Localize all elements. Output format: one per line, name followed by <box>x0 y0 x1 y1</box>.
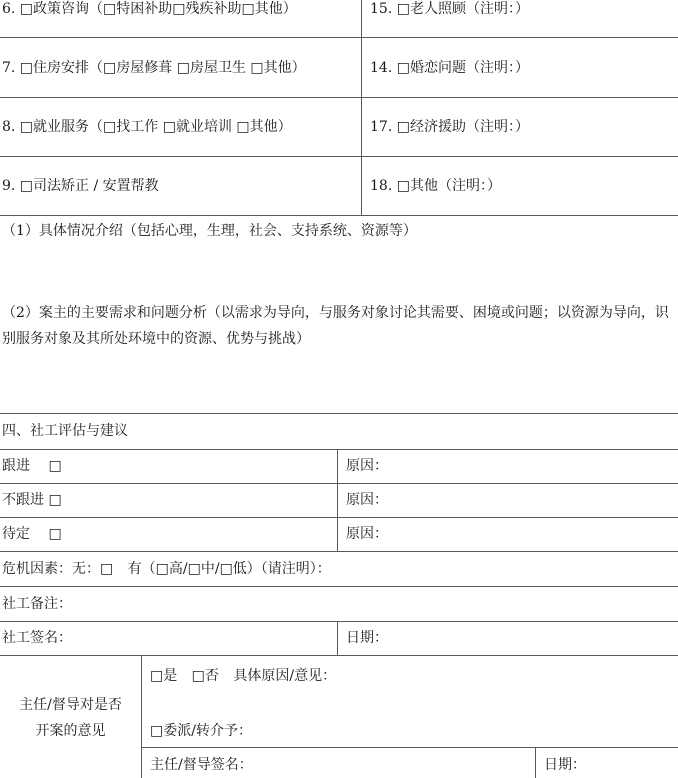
need-other: 18. □其他（注明：） <box>370 178 501 194</box>
assessment-title: 四、社工评估与建议 <box>2 423 128 439</box>
need-judicial: 9. □司法矫正 / 安置帮教 <box>2 178 159 194</box>
row-divider <box>0 37 678 38</box>
row-divider <box>0 449 678 450</box>
row-divider <box>0 97 678 98</box>
supervisor-date: 日期： <box>544 757 586 773</box>
social-worker-signature: 社工签名： <box>2 630 72 646</box>
need-marriage: 14. □婚恋问题（注明：） <box>370 60 529 76</box>
supervisor-referral: □委派/转介予： <box>150 723 252 739</box>
pending-reason-label: 原因： <box>346 526 388 542</box>
supervisor-label-line2: 开案的意见 <box>35 723 106 739</box>
column-divider <box>141 655 142 778</box>
need-policy-consult: 6. □政策咨询（□特困补助□残疾补助□其他） <box>2 1 297 17</box>
supervisor-signature: 主任/督导签名： <box>150 757 253 773</box>
row-divider <box>0 621 678 622</box>
row-divider <box>0 586 678 587</box>
social-worker-remarks: 社工备注： <box>2 596 72 612</box>
column-divider <box>535 747 536 778</box>
situation-heading: （1）具体情况介绍（包括心理，生理，社会、支持系统、资源等） <box>2 223 417 239</box>
row-divider <box>0 483 678 484</box>
follow-up-checkbox[interactable]: 跟进 □ <box>2 458 62 474</box>
pending-checkbox[interactable]: 待定 □ <box>2 526 62 542</box>
row-divider <box>0 156 678 157</box>
column-divider <box>337 621 338 656</box>
social-worker-date: 日期： <box>346 630 388 646</box>
need-financial-aid: 17. □经济援助（注明：） <box>370 119 529 135</box>
crisis-factors: 危机因素：无：□ 有（□高/□中/□低）（请注明）： <box>2 561 331 577</box>
need-elderly-care: 15. □老人照顾（注明：） <box>370 1 529 17</box>
row-divider <box>0 551 678 552</box>
row-divider <box>0 517 678 518</box>
supervisor-label-line1: 主任/督导对是否 <box>19 697 122 713</box>
row-divider <box>0 413 678 414</box>
row-divider <box>0 215 678 216</box>
supervisor-decision: □是 □否 具体原因/意见： <box>150 668 337 684</box>
no-follow-up-reason-label: 原因： <box>346 492 388 508</box>
row-divider <box>0 655 678 656</box>
need-housing: 7. □住房安排（□房屋修葺 □房屋卫生 □其他） <box>2 60 306 76</box>
need-employment: 8. □就业服务（□找工作 □就业培训 □其他） <box>2 119 292 135</box>
follow-up-reason-label: 原因： <box>346 458 388 474</box>
column-divider <box>361 0 362 216</box>
row-divider <box>141 747 678 748</box>
column-divider <box>337 449 338 552</box>
no-follow-up-checkbox[interactable]: 不跟进 □ <box>2 492 62 508</box>
analysis-heading: （2）案主的主要需求和问题分析（以需求为导向，与服务对象讨论其需要、困境或问题；以资源为导向，识别服务对象及其所处环境中的资源、优势与挑战） <box>2 305 669 347</box>
